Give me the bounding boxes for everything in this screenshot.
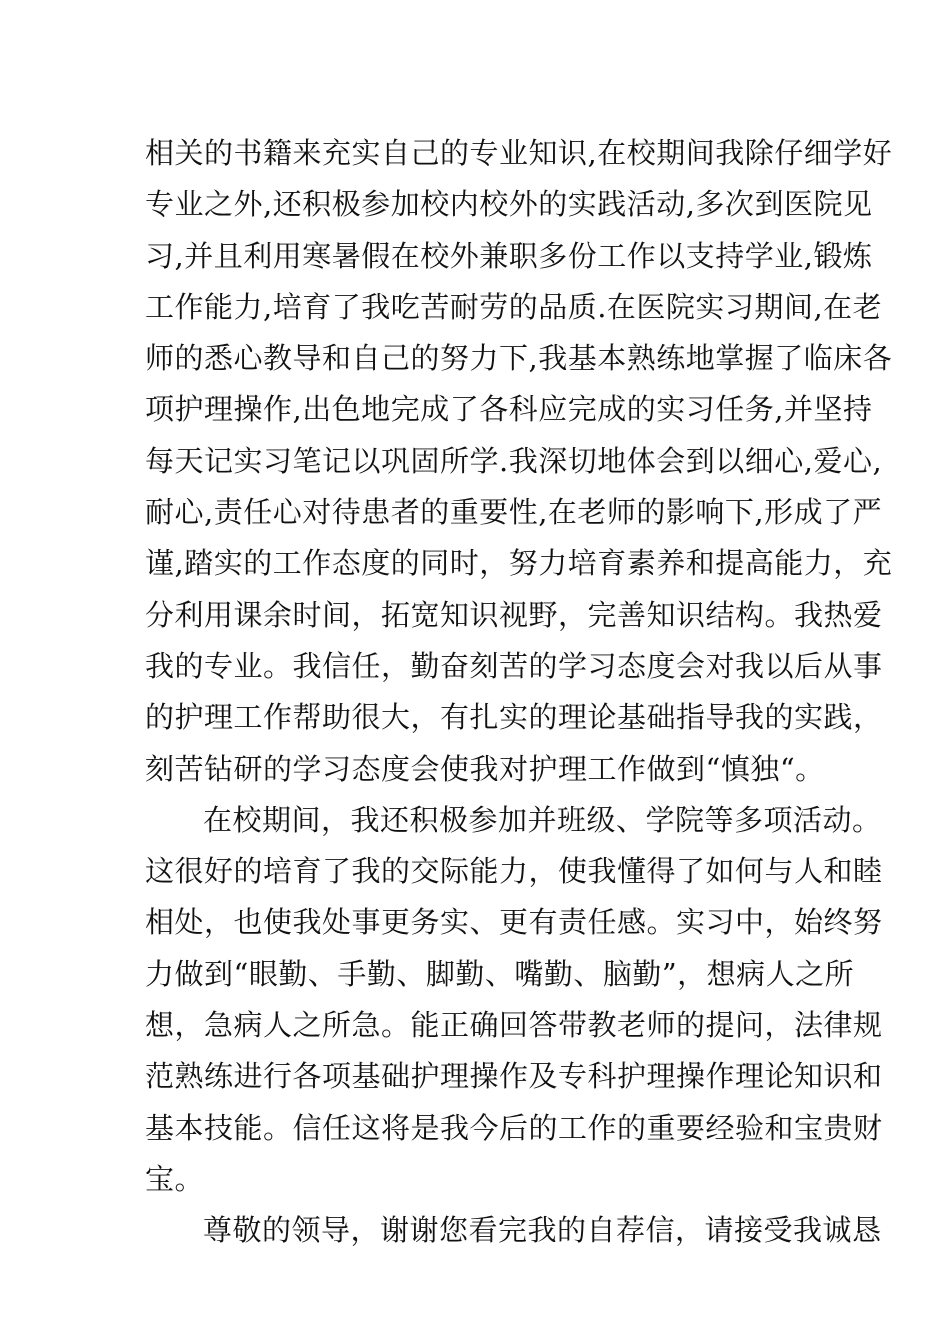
text-line: 谨,踏实的工作态度的同时，努力培育素养和提高能力，充 [145,546,893,581]
body-text [145,128,893,1257]
text-line: 相处，也使我处事更务实、更有责任感。实习中，始终努 [145,905,883,940]
text-line: 专业之外,还积极参加校内校外的实践活动,多次到医院见 [145,187,873,222]
text-line: 力做到“眼勤、手勤、脚勤、嘴勤、脑勤”，想病人之所 [145,956,855,991]
text-line: 想，急病人之所急。能正确回答带教老师的提问，法律规 [145,1008,883,1043]
text-line: 相关的书籍来充实自己的专业知识,在校期间我除仔细学好 [145,136,893,170]
text-line: 耐心,责任心对待患者的重要性,在老师的影响下,形成了严 [145,495,883,530]
text-line: 每天记实习笔记以巩固所学.我深切地体会到以细心,爱心, [145,443,883,478]
text-line: 项护理操作,出色地完成了各科应完成的实习任务,并坚持 [145,392,873,427]
text-line: 我的专业。我信任，勤奋刻苦的学习态度会对我以后从事 [145,648,883,683]
text-line: 习,并且利用寒暑假在校外兼职多份工作以支持学业,锻炼 [145,238,873,273]
text-line: 基本技能。信任这将是我今后的工作的重要经验和宝贵财 [145,1110,883,1145]
text-line: 刻苦钻研的学习态度会使我对护理工作做到“慎独“。 [145,751,825,786]
text-line: 宝。 [145,1161,205,1196]
text-line: 这很好的培育了我的交际能力，使我懂得了如何与人和睦 [145,854,883,889]
text-line: 分利用课余时间，拓宽知识视野，完善知识结构。我热爱 [145,597,883,632]
text-line: 工作能力,培育了我吃苦耐劳的品质.在医院实习期间,在老 [145,289,883,324]
text-line: 范熟练进行各项基础护理操作及专科护理操作理论知识和 [145,1059,883,1094]
text-line: 师的悉心教导和自己的努力下,我基本熟练地掌握了临床各 [145,341,893,376]
text-line: 的护理工作帮助很大，有扎实的理论基础指导我的实践， [145,700,883,735]
paragraph-start-line: 在校期间，我还积极参加并班级、学院等多项活动。 [203,802,882,837]
paragraph-start-line: 尊敬的领导，谢谢您看完我的自荐信，请接受我诚恳 [203,1213,882,1248]
